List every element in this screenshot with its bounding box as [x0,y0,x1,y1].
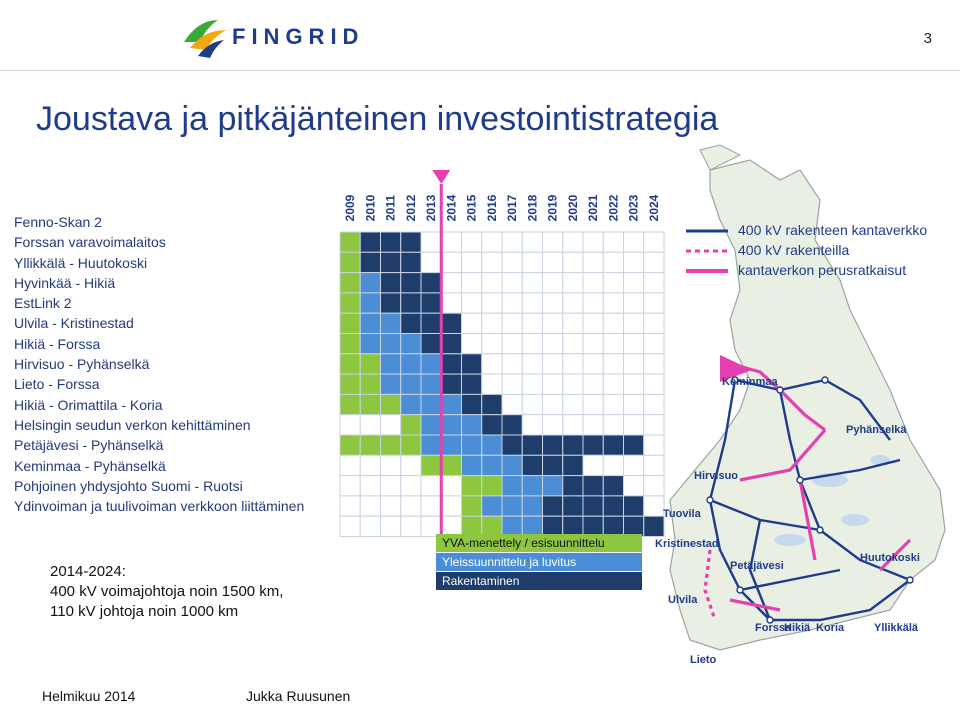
year-label: 2024 [646,194,661,222]
gantt-cell-R [603,435,623,455]
gantt-cell-P [421,354,441,374]
gantt-cell-P [421,394,441,414]
gantt-cell-empty [522,334,542,354]
gantt-cell-P [360,313,380,333]
gantt-cell-empty [340,415,360,435]
project-label: Yllikkälä - Huutokoski [14,254,148,271]
gantt-cell-empty [340,476,360,496]
gantt-cell-R [441,334,461,354]
gantt-cell-P [401,374,421,394]
gantt-cell-P [502,496,522,516]
logo-text: FINGRID [232,24,365,49]
gantt-cell-Y [401,415,421,435]
gantt-cell-R [543,455,563,475]
gantt-cell-empty [563,252,583,272]
gantt-cell-empty [603,374,623,394]
map-legend-planned-label: 400 kV rakenteilla [738,242,850,258]
gantt-cell-empty [563,354,583,374]
gantt-cell-empty [441,476,461,496]
gantt-cell-empty [360,415,380,435]
gantt-cell-R [543,496,563,516]
gantt-cell-empty [543,232,563,252]
gantt-cell-P [543,476,563,496]
gantt-cell-empty [360,476,380,496]
gantt-cell-P [421,415,441,435]
gantt-cell-R [543,435,563,455]
gantt-cell-Y [360,394,380,414]
gantt-cell-P [441,435,461,455]
gantt-cell-empty [543,374,563,394]
gantt-cell-R [360,232,380,252]
gantt-cell-R [462,354,482,374]
project-label: Helsingin seudun verkon kehittäminen [14,416,251,433]
current-year-marker [432,170,450,184]
gantt-cell-empty [563,415,583,435]
gantt-cell-R [421,334,441,354]
gantt-cell-R [401,232,421,252]
project-label: Forssan varavoimalaitos [14,234,166,251]
gantt-cell-P [401,334,421,354]
gantt-cell-empty [603,293,623,313]
gantt-cell-empty [502,252,522,272]
gantt-cell-empty [543,334,563,354]
gantt-cell-R [401,293,421,313]
gantt-cell-R [381,273,401,293]
gantt-cell-empty [462,273,482,293]
gantt-cell-empty [401,476,421,496]
page-number: 3 [923,30,932,47]
gantt-cell-empty [502,374,522,394]
gantt-cell-empty [583,394,603,414]
gantt-cell-R [583,476,603,496]
gantt-cell-P [360,273,380,293]
gantt-cell-R [441,313,461,333]
gantt-cell-empty [583,293,603,313]
gantt-cell-P [360,334,380,354]
improvement-line-icon [682,262,732,282]
gantt-cell-empty [502,354,522,374]
gantt-cell-Y [360,374,380,394]
gantt-cell-R [482,394,502,414]
gantt-cell-Y [462,496,482,516]
gantt-cell-P [482,455,502,475]
gantt-cell-Y [441,455,461,475]
fingrid-logo [180,16,380,60]
year-label: 2018 [525,194,540,222]
gantt-cell-empty [603,415,623,435]
project-label: Pohjoinen yhdysjohto Suomi - Ruotsi [14,477,243,494]
gantt-cell-empty [583,415,603,435]
gantt-cell-Y [381,435,401,455]
gantt-cell-empty [563,374,583,394]
map-legend-improvements-label: kantaverkon perusratkaisut [738,262,907,278]
year-label: 2011 [383,194,398,222]
gantt-cell-empty [462,293,482,313]
project-label: Ydinvoiman ja tuulivoiman verkkoon liittäminen [14,498,305,515]
gantt-cell-R [401,252,421,272]
map-label-lieto: Lieto [690,654,717,666]
gantt-cell-Y [340,435,360,455]
gantt-cell-R [381,293,401,313]
gantt-cell-empty [563,232,583,252]
gantt-cell-empty [543,313,563,333]
gantt-cell-P [462,435,482,455]
project-list [14,212,334,516]
gantt-cell-R [462,374,482,394]
gantt-cell-P [441,394,461,414]
gantt-cell-empty [462,252,482,272]
gantt-cell-empty [522,313,542,333]
gantt-cell-empty [543,293,563,313]
gantt-cell-empty [482,273,502,293]
project-label: Hikiä - Orimattila - Koria [14,396,163,413]
gantt-cell-P [522,496,542,516]
gantt-cell-empty [381,415,401,435]
gantt-cell-empty [482,334,502,354]
gantt-cell-empty [583,334,603,354]
gantt-cell-R [441,374,461,394]
gantt-cell-P [482,435,502,455]
gantt-cell-empty [482,293,502,313]
gantt-cell-empty [563,394,583,414]
gantt-cell-empty [603,394,623,414]
gantt-cell-Y [340,252,360,272]
gantt-cell-P [441,415,461,435]
gantt-cell-P [381,354,401,374]
gantt-cell-empty [462,232,482,252]
gantt-cell-empty [583,354,603,374]
gantt-cell-P [401,394,421,414]
gantt-cell-R [441,354,461,374]
gantt-cell-empty [583,273,603,293]
gantt-cell-R [360,252,380,272]
gantt-cell-R [603,496,623,516]
summary-period: 2014-2024: [50,563,126,580]
gantt-cell-empty [563,273,583,293]
gantt-cell-Y [340,394,360,414]
footer-date: Helmikuu 2014 [42,688,136,704]
gantt-cell-empty [583,374,603,394]
gantt-cell-empty [441,252,461,272]
gantt-cell-empty [543,354,563,374]
gantt-cell-empty [441,232,461,252]
year-label: 2013 [424,194,439,222]
map-legend-improvements [682,262,907,282]
year-label: 2016 [484,194,499,222]
gantt-cell-R [421,273,441,293]
gantt-cell-Y [462,476,482,496]
gantt-cell-empty [522,252,542,272]
gantt-cell-empty [502,232,522,252]
gantt-cell-Y [360,435,380,455]
gantt-cell-empty [340,516,360,536]
gantt-cell-empty [502,394,522,414]
map-label-ulvila: Ulvila [668,594,698,606]
map-label-tuovila: Tuovila [663,508,701,520]
gantt-cell-empty [583,455,603,475]
gantt-cell-empty [360,455,380,475]
map-label-pyhanselka: Pyhänselkä [846,424,907,436]
map-legend-existing-label: 400 kV rakenteen kantaverkko [738,222,928,238]
gantt-cell-empty [381,516,401,536]
project-label: Petäjävesi - Pyhänselkä [14,437,164,454]
map-label-yllikkala: Yllikkälä [874,622,919,634]
gantt-cell-P [502,455,522,475]
gantt-cell-empty [360,496,380,516]
gantt-cell-empty [563,334,583,354]
gantt-cell-empty [340,496,360,516]
gantt-cell-empty [583,313,603,333]
map-label-keminmaa: Keminmaa [722,376,778,388]
gantt-cell-P [421,374,441,394]
gantt-cell-R [603,476,623,496]
investment-summary [50,562,283,622]
gantt-cell-P [381,313,401,333]
year-label: 2022 [606,194,621,222]
gantt-cell-empty [543,394,563,414]
gantt-cell-P [421,435,441,455]
year-label: 2021 [586,194,601,222]
gantt-cell-R [563,496,583,516]
project-label: Hikiä - Forssa [14,335,101,352]
gantt-cell-empty [381,476,401,496]
gantt-cell-R [563,476,583,496]
gantt-cell-P [522,476,542,496]
gantt-cell-Y [340,273,360,293]
gantt-cell-empty [401,516,421,536]
gantt-cell-P [381,334,401,354]
gantt-cell-empty [482,252,502,272]
summary-400kv: 400 kV voimajohtoja noin 1500 km, [50,583,284,600]
gantt-cell-empty [522,415,542,435]
gantt-cell-empty [583,232,603,252]
gantt-cell-R [563,435,583,455]
map-label-huutokoski: Huutokoski [860,552,920,564]
gantt-cell-R [502,415,522,435]
gantt-cell-empty [603,354,623,374]
gantt-cell-Y [340,232,360,252]
project-label: Lieto - Forssa [14,376,100,393]
gantt-cell-empty [522,354,542,374]
legend-planning: Yleissuunnittelu ja luvitus [436,553,642,572]
gantt-cell-empty [462,334,482,354]
map-label-kristinestad: Kristinestad [655,538,719,550]
gantt-cell-empty [340,455,360,475]
map-label-petajavesi: Petäjävesi [730,560,784,572]
gantt-cell-empty [543,273,563,293]
gantt-cell-empty [401,455,421,475]
gantt-cell-R [401,273,421,293]
gantt-cell-empty [502,293,522,313]
fingrid-logo-icon [180,16,232,60]
gantt-cell-empty [563,313,583,333]
gantt-cell-empty [502,313,522,333]
gantt-cell-empty [522,293,542,313]
gantt-cell-R [421,313,441,333]
gantt-cell-empty [381,496,401,516]
gantt-cell-empty [603,455,623,475]
phase-legend [436,534,642,591]
gantt-cell-empty [603,252,623,272]
gantt-cell-empty [482,232,502,252]
map-legend-planned [682,242,850,262]
gantt-cell-Y [340,354,360,374]
gantt-cell-R [563,455,583,475]
gantt-cell-empty [482,354,502,374]
gantt-cell-empty [603,273,623,293]
year-label: 2020 [565,194,580,222]
existing-line-icon [682,222,732,242]
gantt-cell-empty [522,232,542,252]
map-label-koria: Koria [816,622,845,634]
gantt-chart [340,170,661,520]
gantt-cell-empty [421,232,441,252]
gantt-cell-empty [441,273,461,293]
gantt-cell-Y [340,334,360,354]
gantt-cell-Y [340,313,360,333]
gantt-cell-empty [522,394,542,414]
gantt-cell-empty [543,252,563,272]
gantt-cell-R [522,455,542,475]
year-label: 2019 [545,194,560,222]
year-label: 2023 [626,194,641,222]
gantt-cell-empty [441,293,461,313]
gantt-cell-R [401,313,421,333]
gantt-cell-empty [401,496,421,516]
year-label: 2012 [403,194,418,222]
header-divider [0,70,960,71]
gantt-cell-empty [603,232,623,252]
gantt-cell-R [381,232,401,252]
planned-line-icon [682,242,732,262]
year-label: 2010 [363,194,378,222]
gantt-cell-P [462,415,482,435]
project-label: Hyvinkää - Hikiä [14,274,116,291]
project-label: Fenno-Skan 2 [14,214,102,230]
gantt-cell-R [421,293,441,313]
gantt-cell-empty [543,415,563,435]
gantt-cell-P [381,374,401,394]
gantt-cell-Y [340,293,360,313]
gantt-cell-empty [421,496,441,516]
footer-author: Jukka Ruusunen [246,688,351,704]
gantt-cell-empty [502,273,522,293]
gantt-cell-Y [482,476,502,496]
gantt-cell-empty [421,476,441,496]
summary-110kv: 110 kV johtoja noin 1000 km [50,603,239,620]
map-label-hikia: Hikiä [784,622,811,634]
gantt-cell-P [482,496,502,516]
map-legend [682,222,928,282]
map-label-forssa: Forssa [755,622,792,634]
project-label: EstLink 2 [14,295,72,312]
map-label-hirvisuo: Hirvisuo [694,470,739,482]
gantt-cell-R [482,415,502,435]
page-title: Joustava ja pitkäjänteinen investointistrategia [36,100,719,138]
gantt-cell-P [360,293,380,313]
gantt-cell-empty [522,374,542,394]
year-label: 2014 [444,194,459,222]
gantt-cell-R [583,435,603,455]
gantt-cell-P [502,476,522,496]
map-legend-existing [682,222,928,242]
gantt-cell-empty [441,496,461,516]
gantt-cell-empty [482,374,502,394]
project-label: Hirvisuo - Pyhänselkä [14,356,150,373]
gantt-cell-Y [421,455,441,475]
gantt-cell-R [502,435,522,455]
gantt-cell-P [462,455,482,475]
year-label: 2015 [464,194,479,222]
gantt-cell-Y [381,394,401,414]
gantt-cell-empty [603,334,623,354]
gantt-cell-empty [502,334,522,354]
gantt-cell-empty [462,313,482,333]
gantt-cell-R [583,496,603,516]
gantt-cell-empty [421,252,441,272]
gantt-cell-empty [482,313,502,333]
project-label: Keminmaa - Pyhänselkä [14,457,166,474]
gantt-cell-Y [360,354,380,374]
gantt-cell-empty [360,516,380,536]
gantt-cell-empty [522,273,542,293]
year-label: 2017 [505,194,520,222]
gantt-cell-Y [340,374,360,394]
gantt-cell-empty [381,455,401,475]
project-label: Ulvila - Kristinestad [14,315,134,332]
gantt-cell-R [381,252,401,272]
gantt-cell-R [522,435,542,455]
gantt-cell-empty [583,252,603,272]
legend-yva: YVA-menettely / esisuunnittelu [436,534,642,553]
legend-construction: Rakentaminen [436,572,642,591]
gantt-cell-P [401,354,421,374]
gantt-cell-empty [563,293,583,313]
gantt-cell-R [462,394,482,414]
gantt-cell-empty [603,313,623,333]
year-label: 2009 [343,194,358,222]
gantt-cell-Y [401,435,421,455]
